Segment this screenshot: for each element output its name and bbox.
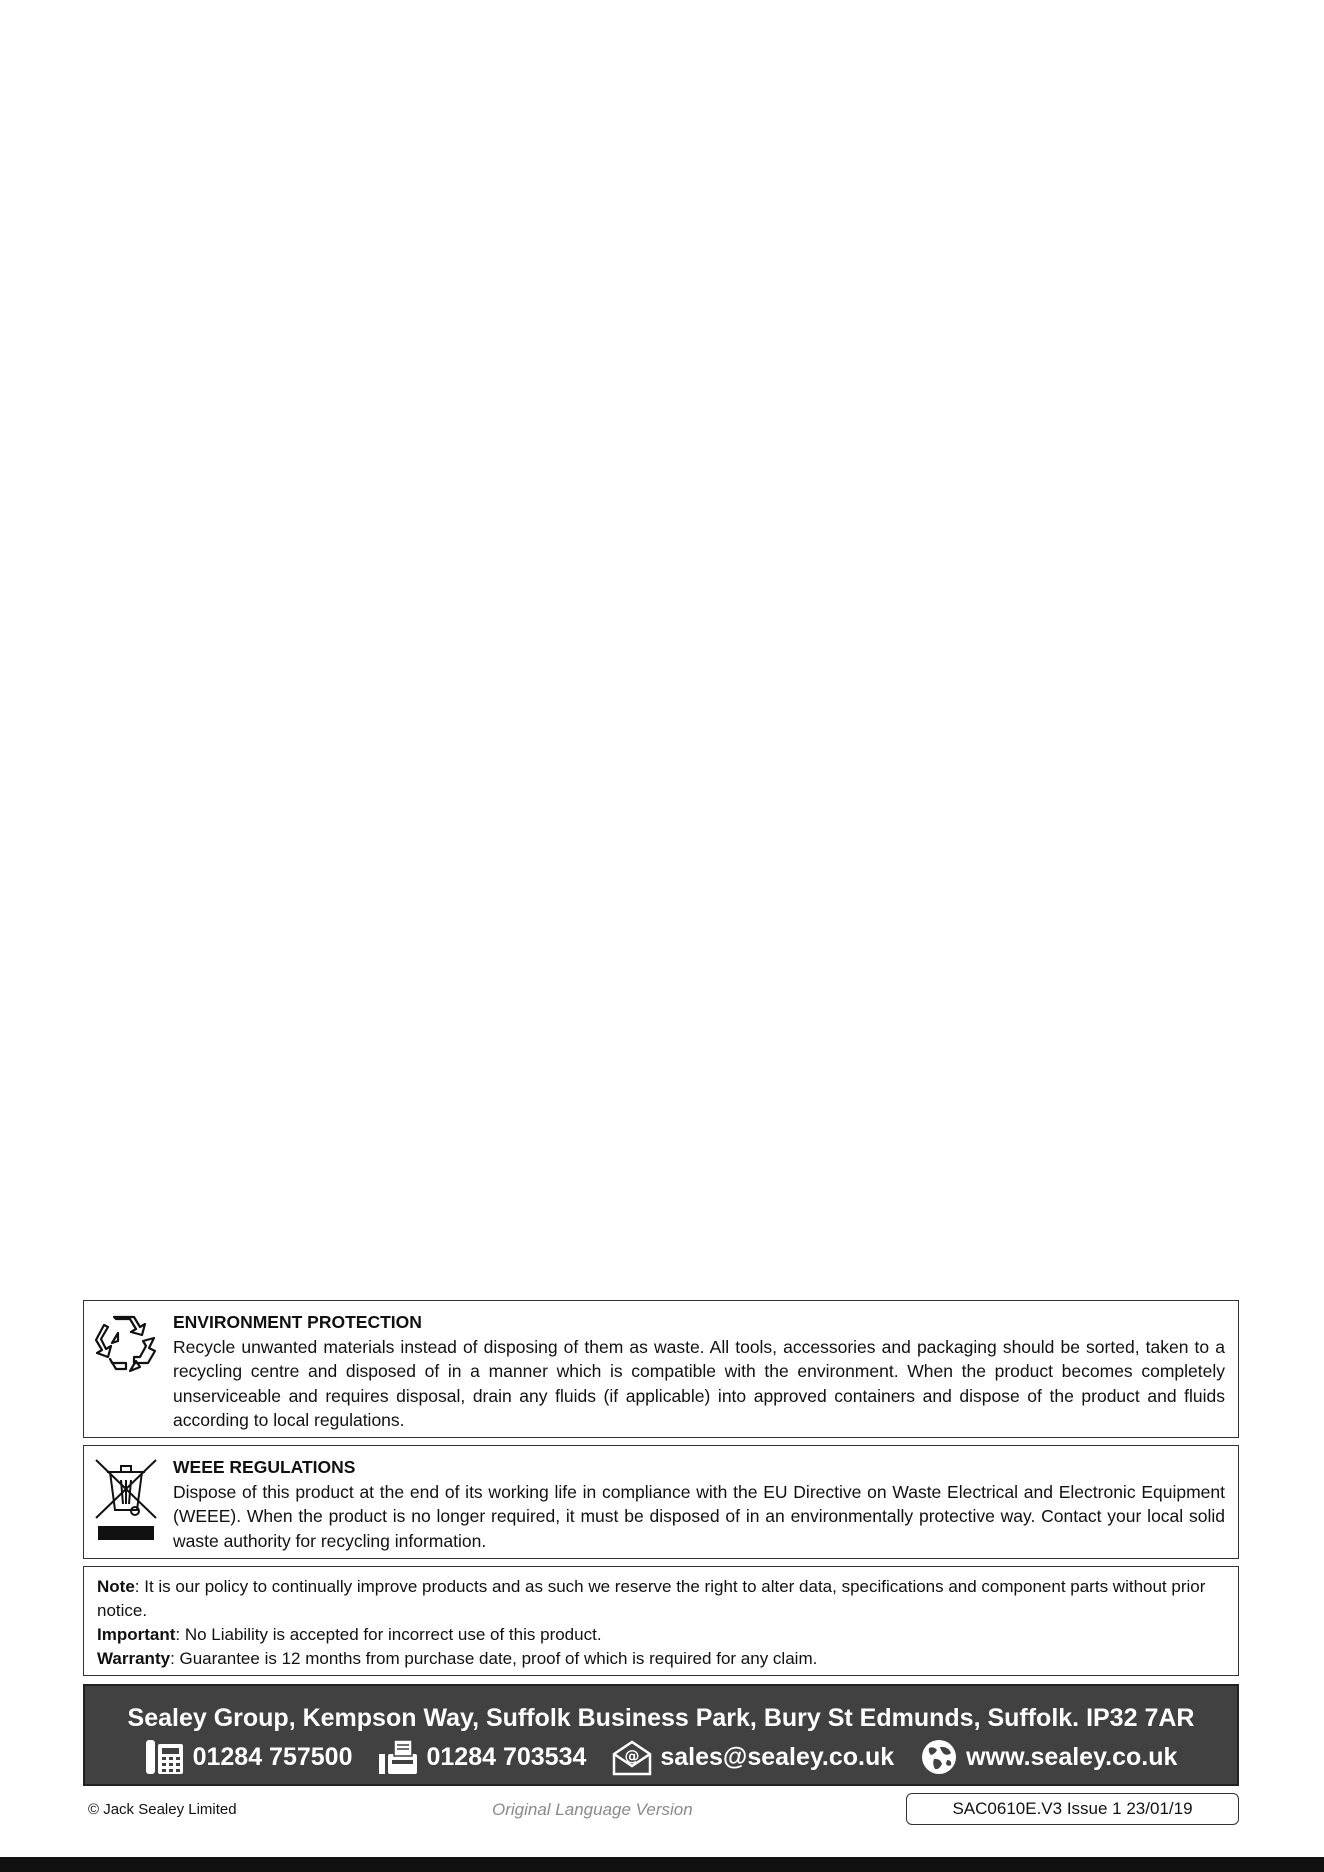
- fax-icon: [378, 1738, 418, 1776]
- important-text: : No Liability is accepted for incorrect use of this product.: [175, 1625, 602, 1644]
- phone-contact: [145, 1738, 353, 1776]
- language-version: Original Language Version: [492, 1800, 693, 1819]
- website-contact: [920, 1738, 1177, 1776]
- environment-body: Recycle unwanted materials instead of disposing of them as waste. All tools, accessories and packaging should be sorted, taken to a recycling centre and disposed of in a manner which is compatible with the environment. When the product becomes completely unserviceable and requires disposal, drain any fluids (if applicable) into approved containers and dispose of the product and fluids according to local regulations.: [173, 1336, 1225, 1430]
- weee-title: WEEE REGULATIONS: [173, 1457, 356, 1477]
- weee-text: [173, 1455, 1225, 1553]
- crossed-bin-icon: [94, 1458, 160, 1524]
- environment-text: [173, 1310, 1225, 1433]
- svg-text:@: @: [624, 1747, 640, 1765]
- environment-title: ENVIRONMENT PROTECTION: [173, 1312, 422, 1332]
- email-contact: [612, 1738, 894, 1776]
- email-icon: [612, 1738, 652, 1776]
- phone-number: 01284 757500: [192, 1742, 353, 1771]
- important-label: Important: [97, 1625, 176, 1644]
- bottom-edge-bar: [0, 1857, 1324, 1872]
- notes-box: [83, 1566, 1239, 1676]
- website-url[interactable]: www.sealey.co.uk: [966, 1742, 1178, 1771]
- warranty-label: Warranty: [97, 1649, 171, 1668]
- contact-banner: [83, 1684, 1239, 1786]
- copyright: © Jack Sealey Limited: [88, 1801, 237, 1818]
- weee-regulations-box: [83, 1445, 1239, 1559]
- globe-icon: [920, 1738, 958, 1776]
- environment-protection-box: [83, 1300, 1239, 1438]
- warranty-line: [97, 1647, 1225, 1671]
- fax-contact: [378, 1738, 586, 1776]
- note-label: Note: [97, 1577, 135, 1596]
- fax-number: 01284 703534: [426, 1742, 587, 1771]
- warranty-text: : Guarantee is 12 months from purchase date, proof of which is required for any claim.: [170, 1649, 818, 1668]
- recycle-icon: [94, 1311, 160, 1377]
- email-address[interactable]: sales@sealey.co.uk: [660, 1742, 895, 1771]
- note-line: [97, 1575, 1225, 1623]
- phone-icon: [145, 1738, 185, 1776]
- document-reference: SAC0610E.V3 Issue 1 23/01/19: [906, 1793, 1239, 1825]
- weee-body: Dispose of this product at the end of its working life in compliance with the EU Directive on Waste Electrical and Electronic Equipment (WEEE). When the product is no longer required, it must be disposed of in an environmentally protective way. Contact your local solid waste authority for recycling information.: [173, 1481, 1225, 1551]
- note-text: : It is our policy to continually improve products and as such we reserve the right to alter data, specifications and component parts without prior notice.: [97, 1577, 1206, 1620]
- page-footer: [83, 1792, 1239, 1826]
- important-line: [97, 1623, 1225, 1647]
- contact-row: [85, 1738, 1237, 1776]
- company-address: Sealey Group, Kempson Way, Suffolk Business Park, Bury St Edmunds, Suffolk. IP32 7AR: [127, 1704, 1195, 1732]
